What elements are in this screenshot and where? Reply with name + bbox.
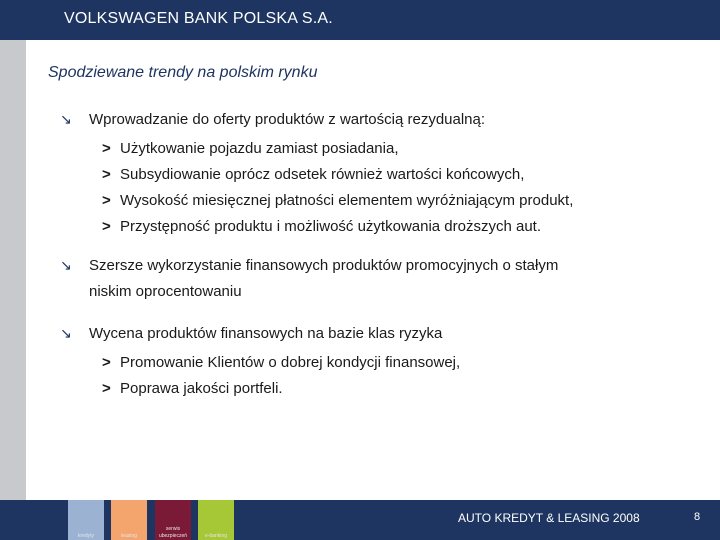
greater-than-icon: > — [102, 192, 111, 209]
greater-than-icon: > — [102, 140, 111, 157]
footer-tile-ebanking — [198, 500, 234, 540]
sub-bullet-item — [60, 353, 700, 373]
tile-label: leasing — [121, 533, 137, 539]
bullet-text: niskim oprocentowaniu — [89, 283, 242, 300]
tile-label-top: serwis — [165, 526, 181, 532]
left-side-strip — [0, 40, 26, 500]
bullet-text: Szersze wykorzystanie finansowych produktów promocyjnych o stałym — [89, 257, 559, 274]
sub-bullet-item — [60, 191, 700, 211]
greater-than-icon: > — [102, 354, 111, 371]
bullet-item — [60, 321, 700, 347]
sub-bullet-item — [60, 217, 700, 237]
sub-bullet-item — [60, 379, 700, 399]
greater-than-icon: > — [102, 218, 111, 235]
tile-label: e-banking — [205, 533, 227, 539]
slide-title: Spodziewane trendy na polskim rynku — [48, 64, 318, 81]
sub-bullet-text: Wysokość miesięcznej płatności elementem wyróżniającym produkt, — [120, 192, 574, 209]
greater-than-icon: > — [102, 166, 111, 183]
bullet-text: Wprowadzanie do oferty produktów z wartością rezydualną: — [89, 111, 486, 128]
bullet-list — [60, 107, 700, 399]
tile-label: kredyty — [77, 533, 95, 539]
sub-bullet-text: Użytkowanie pojazdu zamiast posiadania, — [120, 140, 399, 157]
bullet-text: Wycena produktów finansowych na bazie klas ryzyka — [89, 325, 443, 342]
greater-than-icon: > — [102, 380, 111, 397]
sub-bullet-text: Poprawa jakości portfeli. — [120, 380, 283, 397]
down-right-arrow-icon: ↘ — [60, 326, 72, 342]
bullet-item — [60, 107, 700, 133]
bullet-item — [60, 253, 700, 305]
sub-bullet-item — [60, 139, 700, 159]
sub-bullet-text: Promowanie Klientów o dobrej kondycji finansowej, — [120, 354, 461, 371]
sub-bullet-text: Subsydiowanie oprócz odsetek również wartości końcowych, — [120, 166, 525, 183]
page-number: 8 — [694, 511, 701, 523]
footer-tile-kredyty — [68, 500, 104, 540]
tile-label: ubezpieczeń — [158, 533, 188, 539]
footer-tile-serwis — [155, 500, 191, 540]
footer-tile-leasing — [111, 500, 147, 540]
down-right-arrow-icon: ↘ — [60, 112, 72, 128]
sub-bullet-text: Przystępność produktu i możliwość użytkowania droższych aut. — [120, 218, 542, 235]
sub-bullet-item — [60, 165, 700, 185]
bank-name: VOLKSWAGEN BANK POLSKA S.A. — [64, 10, 333, 27]
event-name: AUTO KREDYT & LEASING 2008 — [458, 511, 640, 525]
down-right-arrow-icon: ↘ — [60, 258, 72, 274]
